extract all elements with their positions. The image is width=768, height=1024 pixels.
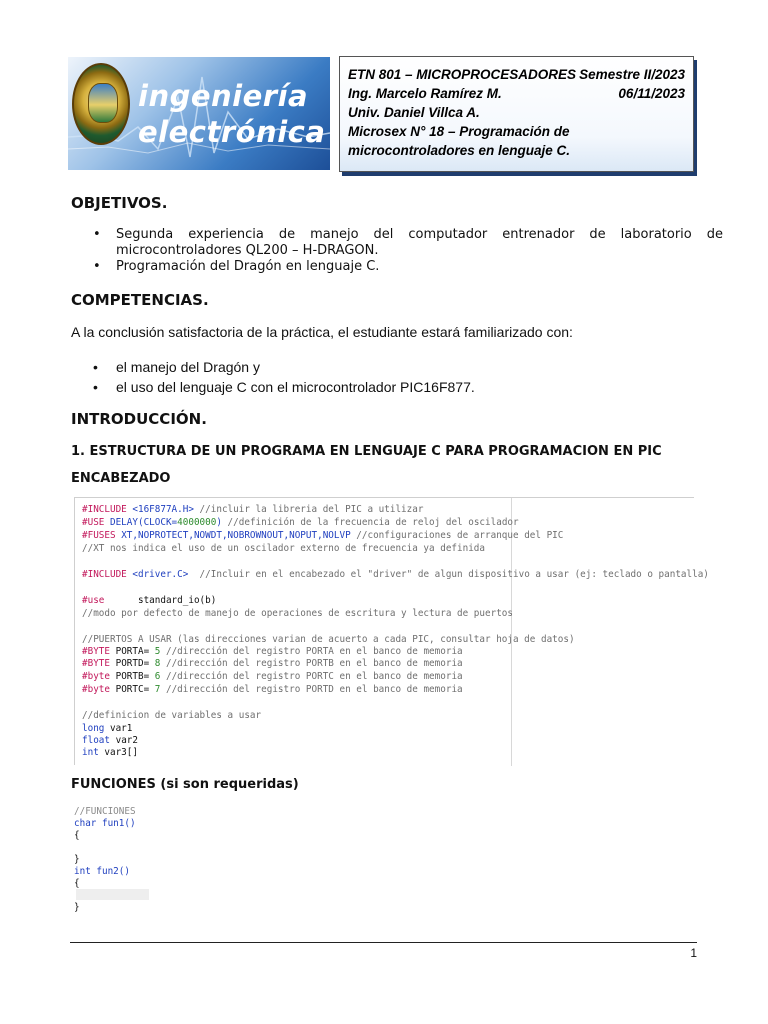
objetivos-list bbox=[71, 227, 723, 275]
code-line: int var3[] bbox=[82, 747, 138, 758]
code-line: //XT nos indica el uso de un oscilador externo de frecuencia ya definida bbox=[82, 543, 485, 554]
code-line: //FUNCIONES bbox=[74, 806, 136, 817]
course-name: ETN 801 – MICROPROCESADORES bbox=[348, 67, 577, 82]
code-line: #byte PORTC= 7 //dirección del registro PORTD en el banco de memoria bbox=[82, 684, 463, 695]
teacher-name: Ing. Marcelo Ramírez M. bbox=[348, 86, 502, 101]
code-line: #byte PORTB= 6 //dirección del registro PORTC en el banco de memoria bbox=[82, 671, 463, 682]
page-number: 1 bbox=[690, 946, 697, 960]
section-title: 1. ESTRUCTURA DE UN PROGRAMA EN LENGUAJE C PARA PROGRAMACION EN PIC bbox=[71, 444, 662, 459]
course-info-box bbox=[339, 56, 694, 172]
practice-title-line1: Microsex N° 18 – Programación de bbox=[348, 124, 570, 139]
list-item: • Programación del Dragón en lenguaje C. bbox=[71, 259, 723, 275]
code-line: int fun2() bbox=[74, 866, 130, 877]
code-line: } bbox=[74, 902, 80, 913]
header-code-block bbox=[74, 497, 709, 765]
code-line: #USE DELAY(CLOCK=4000000) //definición de la frecuencia de reloj del oscilador bbox=[82, 517, 519, 528]
code-line: #use standard_io(b) bbox=[82, 595, 217, 606]
code-line: #FUSES XT,NOPROTECT,NOWDT,NOBROWNOUT,NOPUT,NOLVP //configuraciones de arranque del PIC bbox=[82, 530, 564, 541]
faculty-logo bbox=[68, 57, 330, 170]
university-seal-icon bbox=[72, 63, 130, 145]
practice-title-line2: microcontroladores en lenguaje C. bbox=[348, 143, 571, 158]
funciones-heading: FUNCIONES (si son requeridas) bbox=[71, 777, 299, 792]
competencias-intro: A la conclusión satisfactoria de la práctica, el estudiante estará familiarizado con: bbox=[71, 324, 573, 340]
code-line: //modo por defecto de manejo de operaciones de escritura y lectura de puertos bbox=[82, 608, 513, 619]
code-line: float var2 bbox=[82, 735, 138, 746]
code-line: char fun1() bbox=[74, 818, 136, 829]
semester: Semestre II/2023 bbox=[579, 67, 685, 82]
code-line: #BYTE PORTA= 5 //dirección del registro PORTA en el banco de memoria bbox=[82, 646, 463, 657]
code-line: #INCLUDE <driver.C> //Incluir en el encabezado el "driver" de algun dispositivo a usar (ej: teclado o pantalla) bbox=[82, 569, 709, 580]
date: 06/11/2023 bbox=[618, 86, 685, 101]
brand-line1: ingeniería bbox=[138, 79, 309, 113]
list-item: • el manejo del Dragón y bbox=[71, 357, 475, 377]
introduccion-heading: INTRODUCCIÓN. bbox=[71, 410, 207, 428]
code-line: { bbox=[74, 878, 80, 889]
footer-divider bbox=[70, 942, 697, 943]
list-item: • Segunda experiencia de manejo del computador entrenador de laboratorio de microcontroladores QL200 – H-DRAGON. bbox=[71, 227, 723, 259]
objetivos-heading: OBJETIVOS. bbox=[71, 194, 168, 212]
code-line: { bbox=[74, 830, 80, 841]
competencias-heading: COMPETENCIAS. bbox=[71, 291, 209, 309]
assistant-name: Univ. Daniel Villca A. bbox=[348, 105, 480, 120]
code-line: #BYTE PORTD= 8 //dirección del registro PORTB en el banco de memoria bbox=[82, 658, 463, 669]
code-line: //definicion de variables a usar bbox=[82, 710, 262, 721]
code-line: #INCLUDE <16F877A.H> //incluir la libreria del PIC a utilizar bbox=[82, 504, 424, 515]
functions-code-block bbox=[74, 806, 136, 914]
code-line: //PUERTOS A USAR (las direcciones varian de acuerto a cada PIC, consultar hoja de datos) bbox=[82, 634, 575, 645]
list-item: • el uso del lenguaje C con el microcontrolador PIC16F877. bbox=[71, 377, 475, 397]
brand-line2: electrónica bbox=[138, 115, 326, 149]
code-line: long var1 bbox=[82, 723, 133, 734]
encabezado-heading: ENCABEZADO bbox=[71, 471, 171, 486]
code-line: } bbox=[74, 854, 80, 865]
competencias-list bbox=[71, 357, 475, 397]
